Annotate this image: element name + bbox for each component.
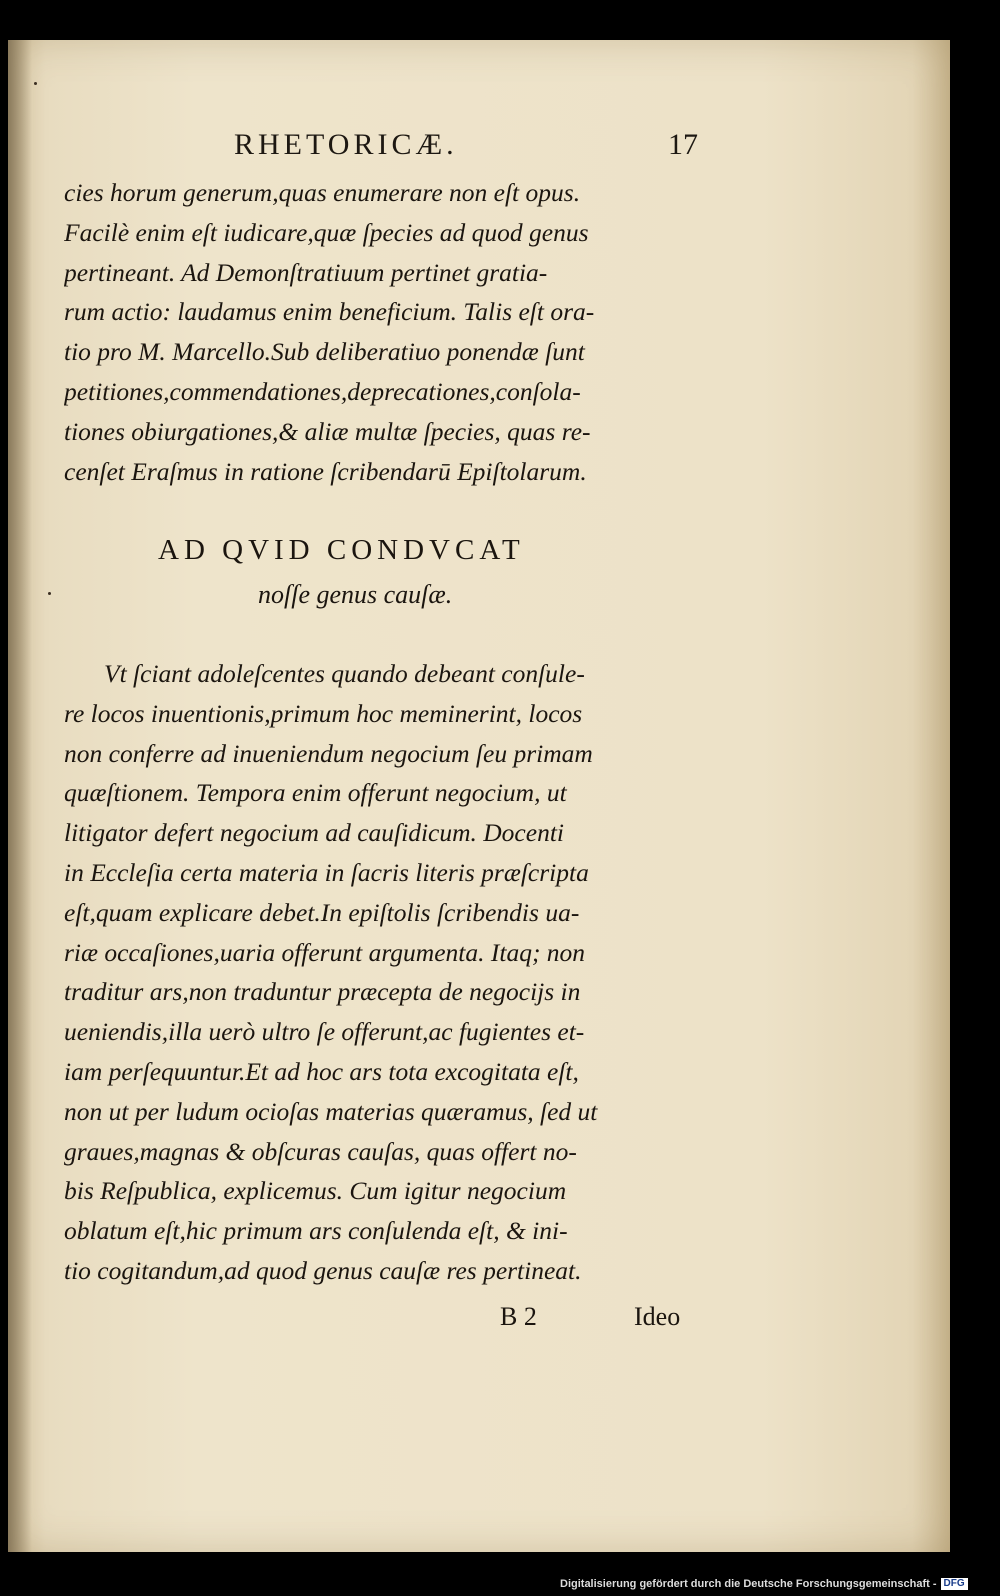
text-line: tio pro M. Marcello.Sub deliberatiuo ponendæ ſunt (64, 337, 585, 367)
text-line: rum actio: laudamus enim beneficium. Talis eſt ora- (64, 297, 595, 327)
page-number: 17 (668, 128, 698, 161)
text-line: non conferre ad inueniendum negocium ſeu primam (64, 738, 593, 768)
text-line: tio cogitandum,ad quod genus cauſæ res pertineat. (64, 1255, 582, 1285)
text-line: ueniendis,illa uerò ultro ſe offerunt,ac fugientes et- (64, 1017, 585, 1047)
paper-speck (34, 82, 37, 85)
text-line: re locos inuentionis,primum hoc meminerint, locos (64, 698, 583, 728)
text-line: litigator defert negocium ad cauſidicum. Docenti (64, 818, 564, 848)
text-line: bis Reſpublica, explicemus. Cum igitur negocium (64, 1176, 567, 1206)
text-line: in Eccleſia certa materia in ſacris literis præſcripta (64, 857, 589, 887)
digitization-credit (560, 1578, 968, 1590)
text-line: Facilè enim eſt iudicare,quæ ſpecies ad quod genus (64, 217, 589, 247)
dfg-logo: DFG (941, 1578, 968, 1590)
text-line: pertineant. Ad Demonſtratiuum pertinet gratia- (64, 257, 548, 287)
text-line: petitiones,commendationes,deprecationes,conſola- (64, 376, 581, 406)
paragraph-species (64, 173, 704, 491)
text-line: eſt,quam explicare debet.In epiſtolis ſcribendis ua- (64, 897, 580, 927)
text-line: cies horum generum,quas enumerare non eſt opus. (64, 178, 581, 207)
text-line: tiones obiurgationes,& aliæ multæ ſpecies, quas re- (64, 416, 591, 446)
text-line: iam perſequuntur.Et ad hoc ars tota excogitata eſt, (64, 1056, 579, 1086)
text-line: cenſet Eraſmus in ratione ſcribendarū Epiſtolarum. (64, 456, 587, 486)
credit-text: Digitalisierung gefördert durch die Deutsche Forschungsgemeinschaft - (560, 1578, 937, 1590)
text-line: graues,magnas & obſcuras cauſas, quas offert no- (64, 1136, 577, 1166)
signature-mark: B 2 (500, 1302, 537, 1331)
page-gutter-shadow (8, 40, 32, 1552)
catchword: Ideo (634, 1302, 681, 1331)
text-line: traditur ars,non traduntur præcepta de negocijs in (64, 977, 581, 1007)
section-heading: AD QVID CONDVCAT (158, 534, 525, 566)
book-page (8, 40, 950, 1552)
text-line: riæ occaſiones,uaria offerunt argumenta. Itaq; non (64, 937, 586, 967)
text-line: oblatum eſt,hic primum ars conſulenda eſt, & ini- (64, 1216, 568, 1246)
section-subheading: noſſe genus cauſæ. (258, 580, 453, 609)
paragraph-main (64, 654, 704, 1291)
running-head: RHETORICÆ. (234, 128, 458, 161)
paper-speck (48, 592, 51, 595)
text-line: Vt ſciant adoleſcentes quando debeant conſule- (104, 659, 585, 688)
text-line: non ut per ludum ocioſas materias quæramus, ſed ut (64, 1096, 598, 1126)
text-line: quæſtionem. Tempora enim offerunt negocium, ut (64, 778, 567, 808)
